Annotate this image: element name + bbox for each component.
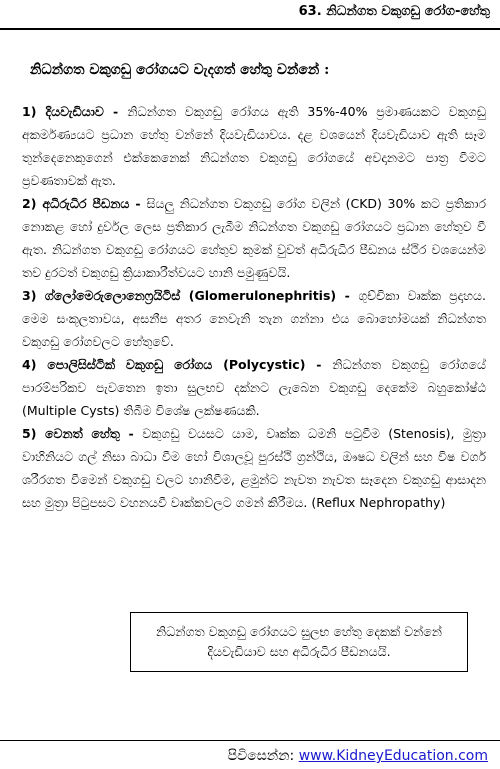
cause-item-lead: 4) පොලිසිස්ටික් වකුගඩු රෝගය (Polycystic) - bbox=[22, 357, 333, 372]
cause-item-lead: 2) අධිරුධිර පීඩනය - bbox=[22, 196, 147, 211]
page-footer bbox=[228, 748, 488, 764]
header-divider bbox=[0, 28, 500, 30]
cause-item-lead: 1) දියවැඩියාව - bbox=[22, 104, 128, 119]
cause-item-lead: 5) වෙනත් හේතු - bbox=[22, 426, 143, 441]
cause-item-5 bbox=[22, 422, 486, 514]
footer-prefix: පිවිසෙන්න: bbox=[227, 748, 299, 764]
summary-box: නිධන්ගත වකුගඩු රෝගයට සුලභ හේතු දෙකක් වන්නේ දියවැඩියාව සහ අධිරුධිර පීඩනයයි. bbox=[130, 612, 468, 672]
cause-item-4 bbox=[22, 353, 486, 422]
website-link[interactable]: www.KidneyEducation.com bbox=[298, 748, 488, 764]
cause-item-text: නිධන්ගත වකුගඩු රෝගයේ පාරම්පරිකව පැවතෙන ඉතා සුලභව දක්නට ලැබෙන වකුගඩු දෙකේම බහුකෝෂ්ඨ (Multiple Cysts) තිබීම විශේෂ ලක්ෂණයකි. bbox=[22, 357, 486, 418]
cause-item-3 bbox=[22, 284, 486, 353]
main-content bbox=[22, 62, 486, 514]
cause-item-text: වකුගඩු වයසට යාම, වෘක්ක ධමනි පටුවීම (Stenosis), මුත්‍රා වාහිනියට ගල් නිසා බාධා වීම හෝ විශාලවූ පුරස්ථි ග්‍රන්ථිය, ඖෂධ වලින් සහ විෂ වර්ග ශරීරගත වීමෙන් වකුගඩු වලට හානිවීම, ළමුන්ට නැවත නැවත සෑදෙන වකුගඩු ආසාදන සහ මුත්‍රා පිටුපසට වහනයවී වෘක්කවලට ගමන් කිරීමය. (Reflux Nephropathy) bbox=[22, 426, 486, 510]
cause-item-lead: 3) ග්ලෝමෙරුලොනෙෆ්‍රයිටිස් (Glomerulonephritis) - bbox=[22, 288, 359, 303]
cause-item-text: නිධන්ගත වකුගඩු රෝගය ඇති 35%-40% ප්‍රමාණයකට වකුගඩු අකර්මණ්‍යයට ප්‍රධාන හේතු වන්නේ දියවැඩියාවය. දළ වශයෙන් දියවැඩියාව ඇති සෑම තුන්දෙනෙකුගෙන් එක්කෙනෙක් නිධන්ගත වකුගඩු රෝගයේ අවදානමට පාත්‍ර වීමට ප්‍රවණතාවක් ඇත. bbox=[22, 104, 486, 188]
cause-item-2 bbox=[22, 192, 486, 284]
cause-item-text: සියලු නිධන්ගත වකුගඩු රෝග වලින් (CKD) 30% කට ප්‍රතිකාර නොකළ හෝ දුර්වල ලෙස ප්‍රතිකාර ලැබීම නිධන්ගත වකුගඩු රෝගයට ප්‍රධාන හේතුව වී ඇත. නිධන්ගත වකුගඩු රෝගයට හේතුව කුමක් වුවත් අධිරුධිර පීඩනය ස්ථිර වශයෙන්ම තව දුරටත් වකුගඩු ක්‍රියාකාරීත්වයට හානි පමුණුවයි. bbox=[22, 196, 486, 280]
page-header bbox=[0, 0, 500, 34]
cause-item-1 bbox=[22, 100, 486, 192]
cause-item-text: ගුච්චිකා වෘක්ක ප්‍රදාහය. මෙම සංකූලතාවය, අසනීප අතර නෙවැනි තැන ගන්නා එය බොහෝමයක් නිධන්ගත වකුගඩු රෝගවලට හේතුවේ. bbox=[22, 288, 486, 349]
chapter-title: 63. නිධන්ගත වකුගඩු රෝග-හේතු bbox=[298, 4, 490, 19]
footer-divider bbox=[0, 740, 500, 741]
section-heading: නිධන්ගත වකුගඩු රෝගයට වැදගත් හේතු වන්නේ : bbox=[30, 62, 330, 78]
